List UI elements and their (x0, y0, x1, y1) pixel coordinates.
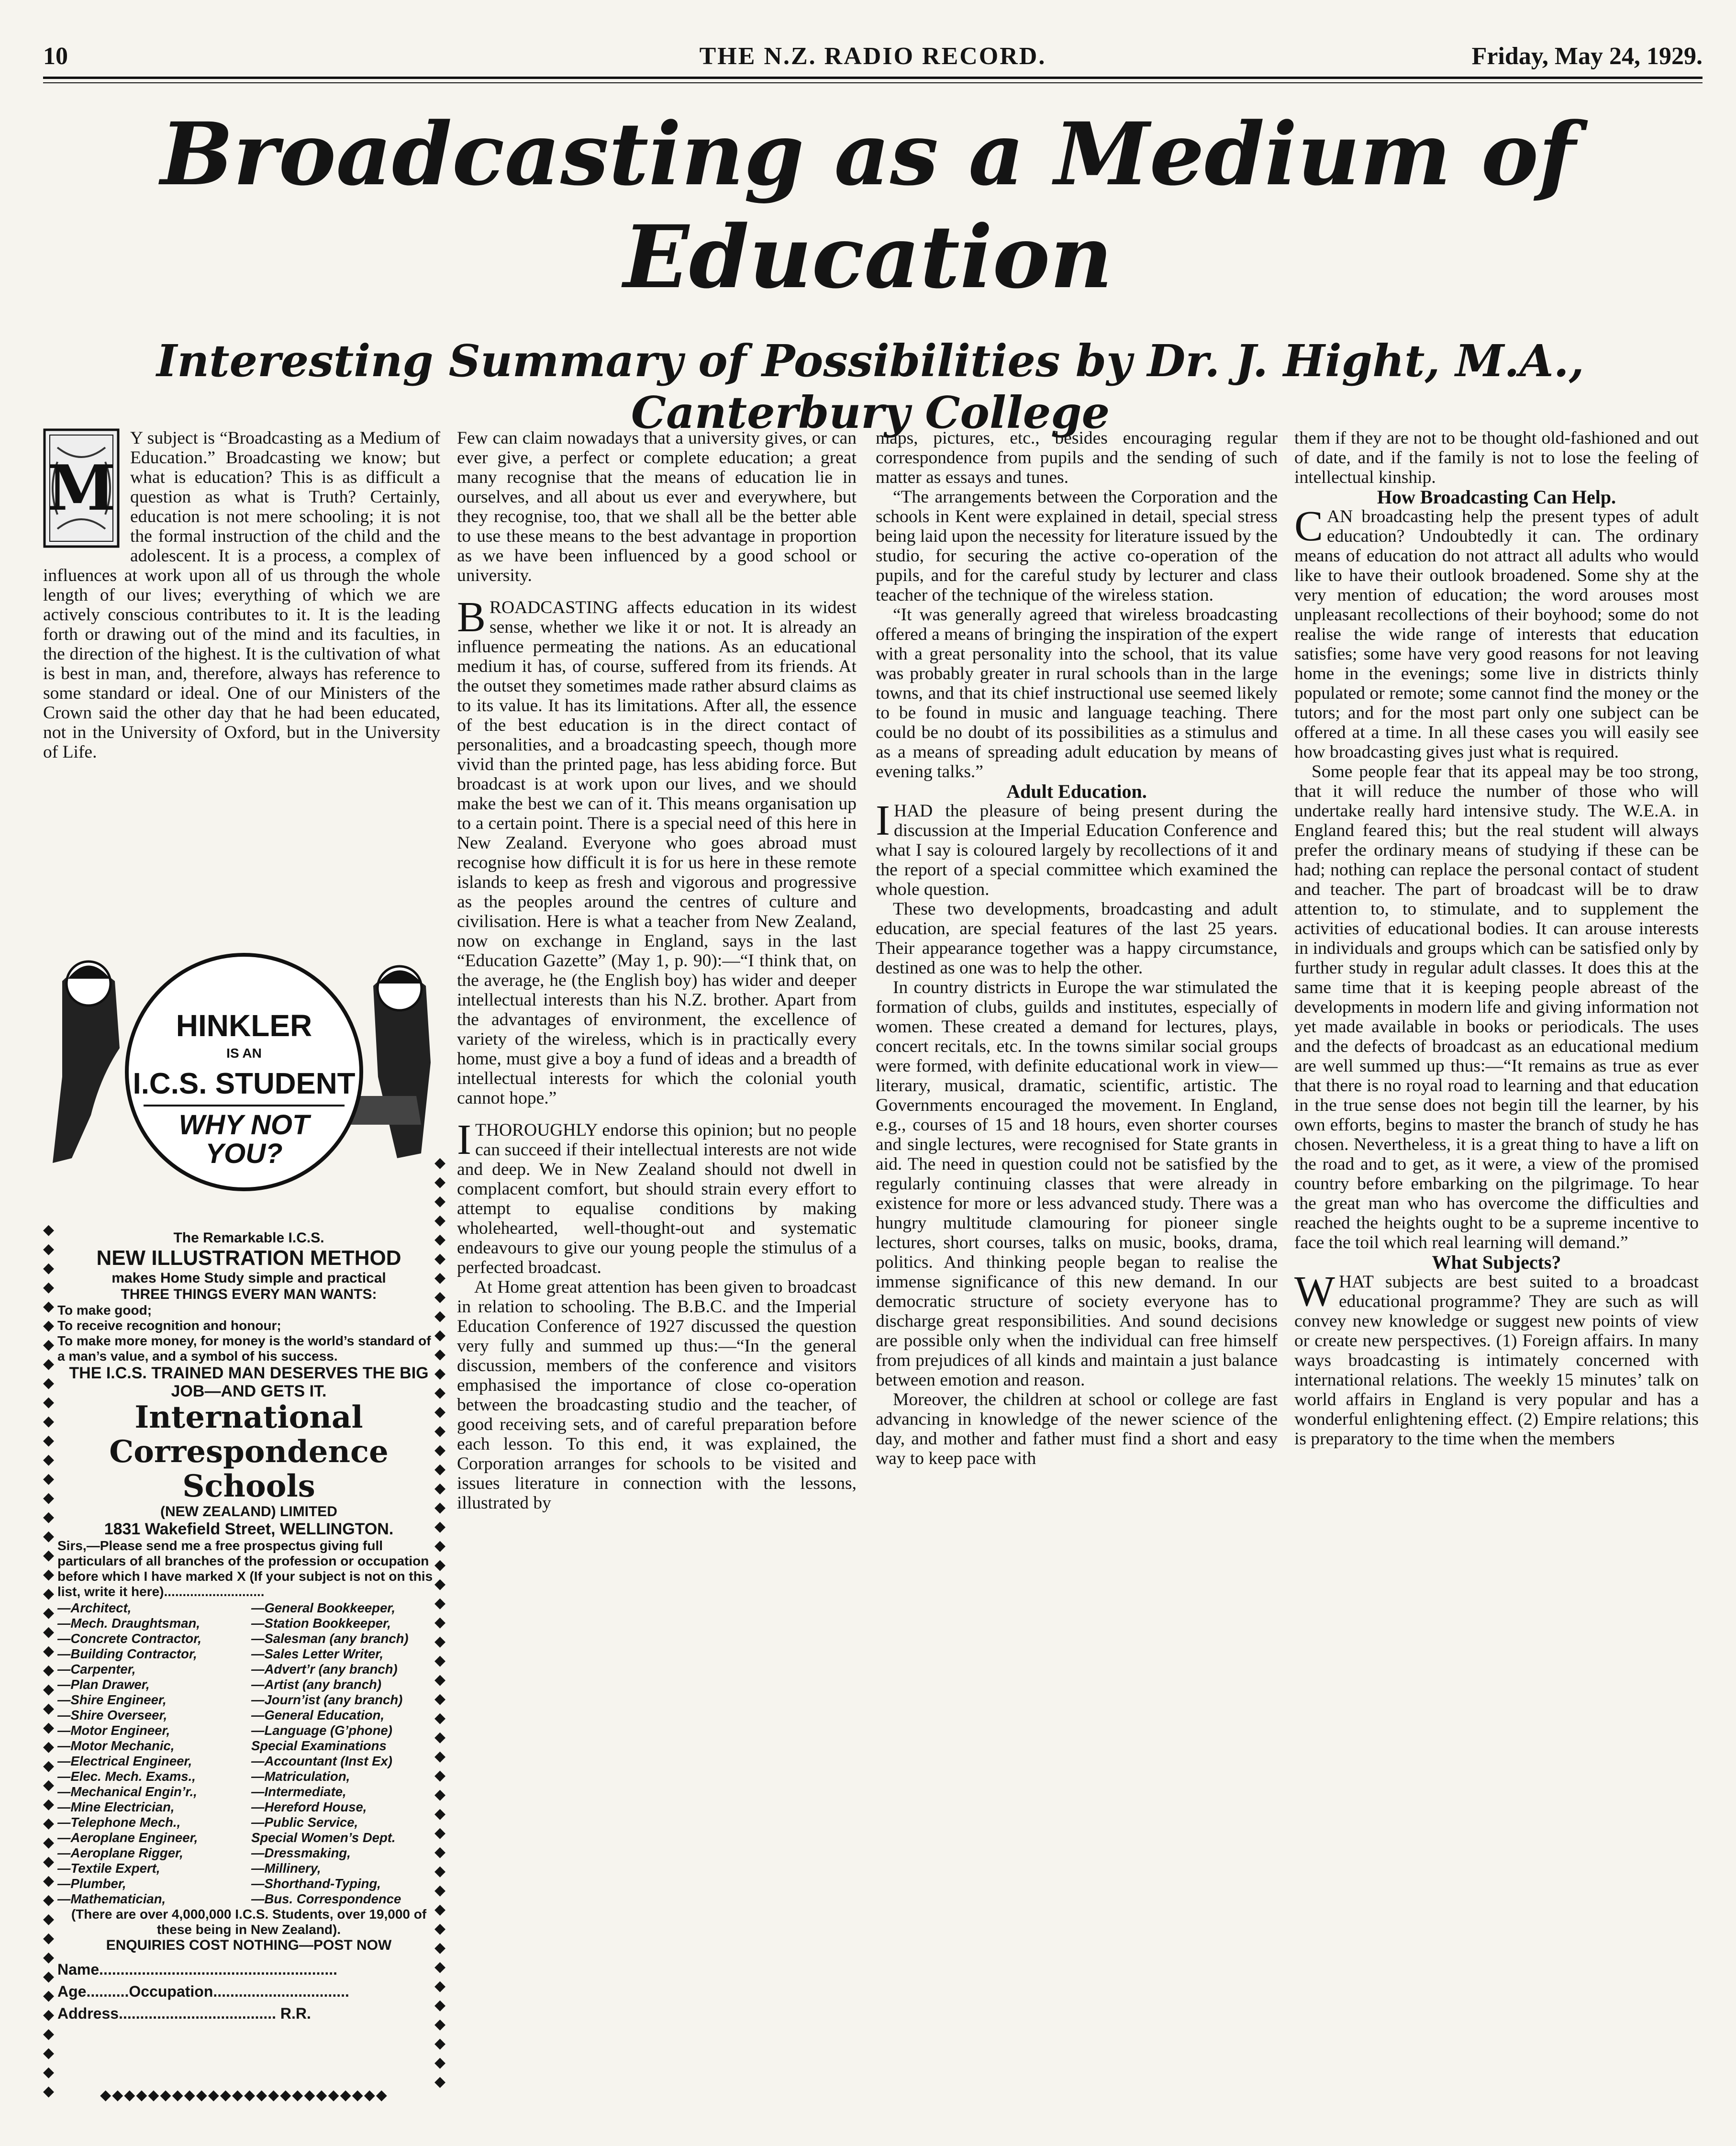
course-item[interactable]: —Elec. Mech. Exams., (57, 1769, 196, 1784)
course-item[interactable]: —Salesman (any branch) (251, 1631, 409, 1646)
course-item[interactable]: —Building Contractor, (57, 1646, 197, 1661)
advert-line: THE I.C.S. TRAINED MAN DESERVES THE BIG JOB—AND GETS IT. (69, 1364, 429, 1400)
section-heading: How Broadcasting Can Help. (1377, 486, 1616, 508)
section-heading: What Subjects? (1432, 1252, 1561, 1273)
course-item[interactable]: —Language (G’phone) (251, 1723, 392, 1738)
paragraph (457, 593, 857, 1108)
paragraph-text: ROADCASTING affects education in its widest sense, whether we like it or not. It is already an influence permeating the nations. As an educational medium it has, of course, suffered from its friends. At the outset they sometimes made rather absurd claims as to its value. It has its limitations. After all, the essence of the best education is in the direct contact of personalities, and a broadcasting speech, though more vivid than the printed page, has less abiding force. But broadcast is at work upon our lives, and we should make the best we can of it. This means organisation up to a certain point. There is a special need of this here in New Zealand. Everyone who goes abroad must recognise how difficult it is for us here in these remote islands to keep as fresh and vigorous and progressive as the peoples around the centres of culture and civilisation. Here is what a teacher from New Zealand, now on exchange in England, says in the last “Education Gazette” (May 1, p. 90):—“I think that, on the average, he (the English boy) has wider and deeper intellectual interests than his N.Z. brother. Apart from the advantages of environment, the excellence of variety of the wireless, which is in practically every home, must give a boy a fund of ideas and a breadth of intellectual interests for which the colonial youth cannot hope.” (457, 598, 857, 1108)
age-label: Age (57, 1983, 87, 2000)
course-item[interactable]: —Accountant (Inst Ex) (251, 1754, 392, 1768)
advert-illustration (43, 952, 445, 1220)
course-item[interactable]: —Public Service, (251, 1815, 358, 1830)
paragraph: them if they are not to be thought old-fashioned and out of date, and if the family is not to lose the feeling of intellectual kinship. (1294, 428, 1699, 487)
paragraph (457, 1116, 857, 1277)
course-item[interactable]: —Motor Mechanic, (57, 1738, 175, 1753)
course-heading: Special Women’s Dept. (251, 1830, 396, 1845)
advert-want: To make good; (57, 1303, 152, 1318)
badge-line-2: IS AN (226, 1046, 262, 1061)
advert-address: 1831 Wakefield Street, WELLINGTON. (104, 1520, 394, 1538)
course-item[interactable]: —Intermediate, (251, 1784, 346, 1799)
ics-advertisement (43, 952, 445, 2115)
coupon-code: R.R. (280, 2005, 311, 2022)
paragraph-text: HAD the pleasure of being present during the discussion at the Imperial Education Conference and what I say is coloured largely by recollections of it and the report of a special committee which examined the whole question. (876, 801, 1278, 899)
paragraph-text: AN broadcasting help the present types of adult education? Undoubtedly it can. The ordinary means of education do not attract all adults who would like to have their outlook broadened. Some shy at the very mention of education; the word arouses most unpleasant recollections of their boyhood; some do not realise the wide range of interests that education satisfies; some have very good reasons for not leaving home in the evenings; some live in districts thinly populated or remote; some cannot find the money or the tutors; and for the most part only one subject can be offered at a time. In all these cases you will easily see how broadcasting gives just what is required. (1294, 507, 1699, 762)
course-item[interactable]: —Telephone Mech., (57, 1815, 181, 1830)
course-list (57, 1600, 440, 1907)
section-heading: Adult Education. (1006, 781, 1147, 802)
course-item[interactable]: —Journ’ist (any branch) (251, 1692, 403, 1707)
column-3 (876, 428, 1278, 1468)
course-item[interactable]: —Matriculation, (251, 1769, 350, 1784)
course-item[interactable]: —Dressmaking, (251, 1845, 351, 1860)
paragraph (1294, 1268, 1699, 1449)
advert-line: The Remarkable I.C.S. (173, 1230, 324, 1246)
svg-text:M: M (47, 451, 116, 525)
course-heading: Special Examinations (251, 1738, 387, 1753)
paragraph: At Home great attention has been given to broadcast in relation to schooling. The B.B.C. and the Imperial Education Conference of 1927 discussed the question very fully and summed up thus:—“In the general discussion, members of the conference and visitors emphasised the importance of close co-operation between the broadcasting studio and the teacher, of good receiving sets, and of careful preparation before each lesson. To this end, it was explained, the Corporation arranges for schools to be visited and issues literature in connection with the lessons, illustrated by (457, 1277, 857, 1513)
course-item[interactable]: —Shire Overseer, (57, 1708, 167, 1722)
course-item[interactable]: —Bus. Correspondence (251, 1891, 401, 1906)
advert-students: (There are over 4,000,000 I.C.S. Students, over 19,000 of these being in New Zealand). (71, 1907, 427, 1937)
diamond-border-left: ◆ ◆ ◆ ◆ ◆ ◆ ◆ ◆ ◆ ◆ ◆ ◆ ◆ ◆ ◆ ◆ ◆ ◆ ◆ ◆ ◆ ◆ ◆ ◆ ◆ ◆ ◆ ◆ ◆ ◆ ◆ ◆ ◆ ◆ ◆ ◆ ◆ ◆ ◆ ◆ ◆ ◆ ◆ ◆ ◆ ◆ (43, 1222, 55, 2099)
advert-enquiries: ENQUIRIES COST NOTHING—POST NOW (106, 1937, 392, 1953)
paragraph (876, 797, 1278, 899)
course-item[interactable]: —General Bookkeeper, (251, 1600, 396, 1615)
column-4 (1294, 428, 1699, 1449)
address-label: Address (57, 2005, 119, 2022)
article-subtitle: Interesting Summary of Possibilities by Dr. J. Hight, M.A., Canterbury College (156, 335, 1584, 438)
paragraph: In country districts in Europe the war stimulated the formation of clubs, guilds and institutes, especially of women. These created a demand for lectures, plays, concert recitals, etc. In the towns similar social groups were formed, with definite educational work in view—literary, musical, dramatic, scientific, artistic. The Governments encouraged the movement. In England, e.g., courses of 15 and 18 hours, even shorter courses and single lectures, were recognised for State grants in aid. The need in question could not be satisfied by the regularly continuing classes that were already in existence for more or less advanced study. There was a hungry multitude clamouring for pioneer single lectures, short courses, talks on music, books, drama, politics. And thinking people began to realise the immense significance of this new demand. In our democratic structure of society everyone has to discharge great responsibilities. And sound decisions are possible only when the individual can free himself from prejudices of all kinds and maintain a just balance between emotion and reason. (876, 978, 1278, 1390)
badge-line-5: YOU? (205, 1138, 283, 1169)
paragraph: “It was generally agreed that wireless broadcasting offered a means of bringing the inspiration of the expert with a great personality into the school, that its value was probably greater in rural schools than in the large towns, and that its chief instructional use seemed likely to be found in music and language teaching. There could be no doubt of its possibilities as a stimulus and as a means of spreading adult education by means of evening talks.” (876, 605, 1278, 782)
course-item[interactable]: —Concrete Contractor, (57, 1631, 202, 1646)
course-item[interactable]: —Aeroplane Rigger, (57, 1845, 183, 1860)
paragraph: “The arrangements between the Corporation and the schools in Kent were explained in detail, special stress being laid upon the necessity for literature issued by the studio, for securing the active co-operation of the pupils, and for the careful study by lecturer and class teacher of the technique of the wireless station. (876, 487, 1278, 605)
advert-want: To receive recognition and honour; (57, 1318, 281, 1333)
course-item[interactable]: —Mechanical Engin’r., (57, 1784, 197, 1799)
dropcap: C (1294, 503, 1324, 550)
page-header (43, 42, 1703, 76)
coupon-form (57, 1958, 440, 2024)
dropcap: W (1294, 1268, 1335, 1315)
name-field[interactable]: Name........................................................ (57, 1961, 338, 1978)
title-line-1: Broadcasting as a Medium of (160, 104, 1576, 205)
advert-headline: NEW ILLUSTRATION METHOD (96, 1246, 401, 1270)
dropcap: I (876, 797, 890, 844)
issue-date: Friday, May 24, 1929. (1471, 43, 1703, 70)
course-item[interactable]: —Shire Engineer, (57, 1692, 167, 1707)
paragraph: Some people fear that its appeal may be too strong, that it will reduce the number of those who will undertake really hard intensive study. The W.E.A. in England feared this; but the real student will always prefer the ordinary means of studying if these can be had; nothing can replace the personal contact of student and teacher. The part of broadcast will be to draw attention to, to stimulate, and to supplement the activities of educational bodies. It can arouse interests in individuals and groups which can be satisfied only by further study in regular adult classes. It does this at the same time that it is keeping people abreast of the developments in modern life and giving information not yet made available in books or periodicals. The uses and the defects of broadcast as an educational medium are well summed up thus:—“It remains as true as ever that there is no royal road to learning and that education in the true sense does not begin till the learner, by his own efforts, begins to master the branch of study he has chosen. Nevertheless, it is a great thing to have a lift on the road and to get, as it were, a view of the promised country before embarking on the pilgrimage. To hear the great man who has overcome the difficulties and reached the heights ought to be a supreme incentive to face the toil which real learning will demand.” (1294, 762, 1699, 1252)
course-item[interactable]: —Mathematician, (57, 1891, 166, 1906)
paragraph: Moreover, the children at school or college are fast advancing in knowledge of the newer science of the day, and mother and father must find a short and easy way to keep pace with (876, 1390, 1278, 1468)
course-item[interactable]: —Motor Engineer, (57, 1723, 170, 1738)
paragraph-text: HAT subjects are best suited to a broadcast educational programme? They are such as will convey new knowledge or suggest new points of view or create new perspectives. (1) Foreign affairs. In many ways broadcasting is intimately concerned with international relations. The weekly 15 minutes’ talk on world affairs in England is very popular and has a wonderful enlightening effect. (2) Empire relations; this is preparatory to the time when the members (1294, 1272, 1699, 1449)
paragraph-text: THOROUGHLY endorse this opinion; but no people can succeed if their intellectual interests are not wide and deep. We in New Zealand should not dwell in complacent comfort, but should strain every effort to attempt to equalise conditions by making wholehearted, well-thought-out and systematic endeavours to give our young people the stimulus of a perfected broadcast. (457, 1120, 857, 1277)
column-2 (457, 428, 857, 1513)
badge-line-4: WHY NOT (178, 1109, 310, 1140)
article-title (77, 103, 1659, 309)
paragraph: maps, pictures, etc., besides encouraging regular correspondence from pupils and the sending of such matter as essays and tunes. (876, 428, 1278, 487)
title-line-2: Education (623, 207, 1113, 308)
paragraph: Y subject is “Broadcasting as a Medium of Education.” Broadcasting we know; but what is education? This is as difficult a question as what is Truth? Certainly, education is not mere schooling; it is not the formal instruction of the child and the adolescent. It is a process, a complex of influences at work upon all of us through the whole length of our lives; everything of which we are actively conscious contributes to it. It is the leading forth or drawing out of the mind and its faculties, in the direction of the highest. It is the cultivation of what is best in man, and, therefore, always has reference to some standard or ideal. One of our Ministers of the Crown said the other day that he had been educated, not in the University of Oxford, but in the University of Life. (43, 428, 440, 762)
advert-line: THREE THINGS EVERY MAN WANTS: (121, 1286, 377, 1302)
masthead: THE N.Z. RADIO RECORD. (699, 43, 1046, 70)
diamond-border-right: ◆ ◆ ◆ ◆ ◆ ◆ ◆ ◆ ◆ ◆ ◆ ◆ ◆ ◆ ◆ ◆ ◆ ◆ ◆ ◆ ◆ ◆ ◆ ◆ ◆ ◆ ◆ ◆ ◆ ◆ ◆ ◆ ◆ ◆ ◆ ◆ ◆ ◆ ◆ ◆ ◆ ◆ ◆ ◆ ◆ ◆ ◆ ◆ ◆ (434, 1155, 446, 2090)
paragraph: Few can claim nowadays that a university gives, or can ever give, a perfect or complete education; a great many recognise that the means of education lie in ourselves, and all about us ever and everywhere, but they recognise, too, that we shall all be the better able to use these means to the best advantage in proportion as we have been influenced by a good school or university. (457, 428, 857, 585)
advert-company: Correspondence Schools (109, 1434, 389, 1504)
header-rule-thin (43, 82, 1703, 83)
dropcap: I (457, 1116, 471, 1163)
course-item[interactable]: —Station Bookkeeper, (251, 1616, 391, 1631)
course-item[interactable]: —General Education, (251, 1708, 385, 1722)
age-occupation-field[interactable]: Age..........Occupation................................ (57, 1983, 349, 2000)
course-item[interactable]: —Carpenter, (57, 1662, 136, 1677)
course-list-left (57, 1600, 246, 1907)
course-item[interactable]: —Sales Letter Writer, (251, 1646, 384, 1661)
header-rule (43, 77, 1703, 79)
badge-line-1: HINKLER (176, 1008, 312, 1043)
course-item[interactable]: —Hereford House, (251, 1800, 367, 1814)
course-list-right (251, 1600, 440, 1907)
dropcap: B (457, 593, 486, 641)
course-item[interactable]: —Advert’r (any branch) (251, 1662, 398, 1677)
course-item[interactable]: —Textile Expert, (57, 1861, 160, 1876)
page-number: 10 (43, 43, 68, 70)
course-item[interactable]: —Plan Drawer, (57, 1677, 150, 1692)
paragraph (1294, 503, 1699, 762)
advert-want: To make more money, for money is the world’s standard of a man’s value, and a symbol of his success. (57, 1333, 431, 1364)
address-field[interactable]: Address..................................... R.R. (57, 2005, 311, 2022)
occupation-label: Occupation (129, 1983, 213, 2000)
advert-request: Sirs,—Please send me a free prospectus giving full particulars of all branches of the profession or occupation before which I have marked X (If your subject is not on this list, write it here)........................... (57, 1538, 433, 1599)
advert-body (57, 1230, 440, 2024)
ornamental-dropcap-m (43, 428, 120, 548)
name-label: Name (57, 1961, 100, 1978)
course-item[interactable]: —Mine Electrician, (57, 1800, 175, 1814)
course-item[interactable]: —Plumber, (57, 1876, 126, 1891)
column-1 (43, 428, 440, 762)
diamond-border-bottom: ◆◆◆◆◆◆◆◆◆◆◆◆◆◆◆◆◆◆◆◆◆◆◆◆ (100, 2087, 388, 2103)
course-item[interactable]: —Mech. Draughtsman, (57, 1616, 200, 1631)
paragraph: These two developments, broadcasting and adult education, are special features of the last 25 years. Their appearance together was a happy circumstance, destined as one was to help the other. (876, 899, 1278, 978)
course-item[interactable]: —Artist (any branch) (251, 1677, 381, 1692)
advert-company: International (134, 1399, 363, 1435)
advert-line: makes Home Study simple and practical (111, 1270, 386, 1286)
course-item[interactable]: —Architect, (57, 1600, 132, 1615)
advert-company-sub: (NEW ZEALAND) LIMITED (160, 1504, 337, 1520)
badge-line-3: I.C.S. STUDENT (133, 1067, 356, 1100)
course-item[interactable]: —Millinery, (251, 1861, 321, 1876)
course-item[interactable]: —Aeroplane Engineer, (57, 1830, 198, 1845)
course-item[interactable]: —Electrical Engineer, (57, 1754, 192, 1768)
course-item[interactable]: —Shorthand-Typing, (251, 1876, 381, 1891)
